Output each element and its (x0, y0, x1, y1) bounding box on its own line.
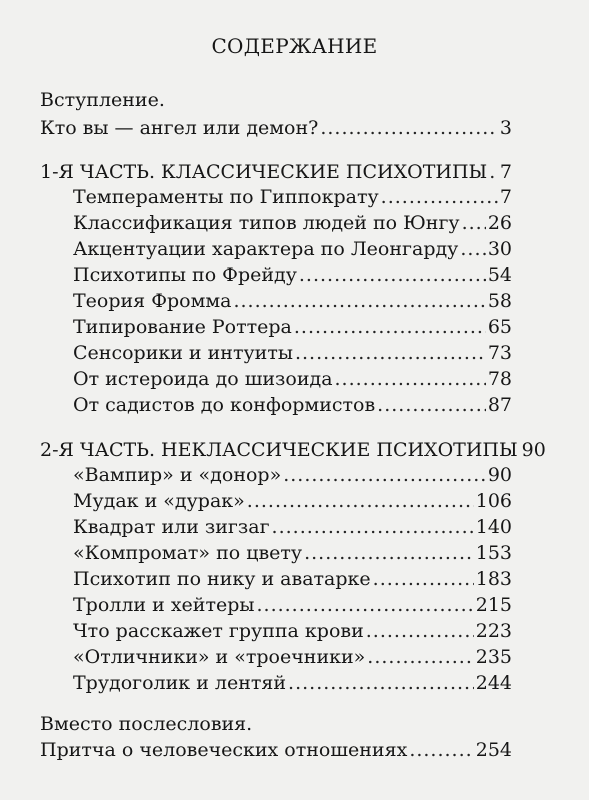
toc-entry-title: Акцентуации характера по Леонгарду (73, 238, 459, 260)
toc-entry (73, 289, 512, 313)
toc-entry (73, 237, 512, 261)
toc-entry-page: 106 (475, 490, 512, 512)
toc-entry-title: Притча о человеческих отношениях (40, 739, 408, 761)
toc-entry-title: Психотипы по Фрейду (73, 264, 297, 286)
toc-entry-title: «Компромат» по цвету (73, 542, 303, 564)
toc-leader-dots (320, 116, 498, 140)
toc-entry (73, 489, 512, 513)
toc-entry-title: Психотип по нику и аватарке (73, 568, 371, 590)
toc-entry-title: Теория Фромма (73, 290, 232, 312)
toc-part-title: 2-Я ЧАСТЬ. НЕКЛАССИЧЕСКИЕ ПСИХОТИПЫ (40, 439, 518, 461)
toc-leader-dots (367, 645, 473, 669)
toc-entry-title: Мудак и «дурак» (73, 490, 245, 512)
toc-leader-dots (462, 211, 486, 235)
toc-entry (73, 619, 512, 643)
toc-entry-title: Кто вы — ангел или демон? (40, 117, 319, 139)
toc-entry-title: От садистов до конформистов (73, 394, 376, 416)
toc-leader-dots (294, 315, 486, 339)
page-title: СОДЕРЖАНИЕ (211, 34, 378, 58)
toc-entry-title: От истероида до шизоида (73, 368, 333, 390)
toc-entry-page: 215 (475, 594, 512, 616)
toc-leader-dots (233, 289, 485, 313)
toc-entry-title: «Вампир» и «донор» (73, 464, 282, 486)
toc-part-page: 90 (521, 439, 546, 461)
toc-entry-page: 153 (475, 542, 512, 564)
toc-entry-title: Классификация типов людей по Юнгу (73, 212, 460, 234)
toc-entry (73, 671, 512, 695)
toc-entry-page: 244 (475, 672, 512, 694)
toc-leader-dots (283, 463, 486, 487)
toc-entry (73, 315, 512, 339)
toc-entry-page: 65 (487, 316, 512, 338)
toc-entry-page: 3 (499, 117, 512, 139)
toc-entry (73, 263, 512, 287)
toc-entry-page: 26 (487, 212, 512, 234)
toc-entry (73, 367, 512, 391)
toc-entry-title: Квадрат или зигзаг (73, 516, 270, 538)
toc-entry-page: 90 (487, 464, 512, 486)
toc-entry (73, 393, 512, 417)
toc-entry (73, 567, 512, 591)
toc-entry (73, 593, 512, 617)
toc-entry-title: Темпераменты по Гиппократу (73, 186, 379, 208)
toc-entry-page: 235 (475, 646, 512, 668)
toc-part-page: 7 (499, 161, 512, 183)
toc-entry-intro (40, 116, 512, 140)
toc-leader-dots (247, 489, 474, 513)
toc-leader-dots (288, 671, 474, 695)
toc-entry-title: Тролли и хейтеры (73, 594, 255, 616)
toc-entry-page: 223 (475, 620, 512, 642)
toc-entry-page: 183 (475, 568, 512, 590)
toc-entry-title: Сенсорики и интуиты (73, 342, 293, 364)
toc-entry-title: Трудоголик и лентяй (73, 672, 287, 694)
toc-leader-dots (460, 237, 485, 261)
toc-leader-dots (377, 393, 486, 417)
toc-entry-title: Что расскажет группа крови (73, 620, 364, 642)
toc-entry-outro (40, 738, 512, 762)
intro-heading: Вступление. (40, 89, 165, 111)
toc-entry-page: 78 (487, 368, 512, 390)
toc-leader-dots (489, 160, 498, 184)
toc-leader-dots (304, 541, 474, 565)
toc-entry (73, 211, 512, 235)
toc-entry (73, 185, 512, 209)
toc-leader-dots (409, 738, 473, 762)
toc-leader-dots (256, 593, 473, 617)
toc-entry (73, 515, 512, 539)
toc-entry-title: «Отличники» и «троечники» (73, 646, 366, 668)
toc-entry-title: Типирование Роттера (73, 316, 292, 338)
toc-entry-page: 140 (475, 516, 512, 538)
toc-entry (73, 463, 512, 487)
toc-leader-dots (299, 263, 486, 287)
toc-leader-dots (272, 515, 474, 539)
toc-entry-page: 30 (487, 238, 512, 260)
toc-entry (73, 341, 512, 365)
outro-heading: Вместо послесловия. (40, 713, 253, 735)
toc-entry-page: 7 (499, 186, 512, 208)
toc-leader-dots (335, 367, 486, 391)
toc-part-2 (40, 438, 546, 462)
toc-leader-dots (295, 341, 486, 365)
toc-entry (73, 645, 512, 669)
toc-entry-page: 254 (475, 739, 512, 761)
toc-entry-page: 87 (487, 394, 512, 416)
toc-leader-dots (373, 567, 474, 591)
toc-entry-page: 73 (487, 342, 512, 364)
toc-leader-dots (381, 185, 498, 209)
toc-part-title: 1-Я ЧАСТЬ. КЛАССИЧЕСКИЕ ПСИХОТИПЫ (40, 161, 488, 183)
toc-leader-dots (366, 619, 474, 643)
toc-entry-page: 58 (487, 290, 512, 312)
toc-entry-page: 54 (487, 264, 512, 286)
toc-part-1 (40, 160, 512, 184)
toc-entry (73, 541, 512, 565)
